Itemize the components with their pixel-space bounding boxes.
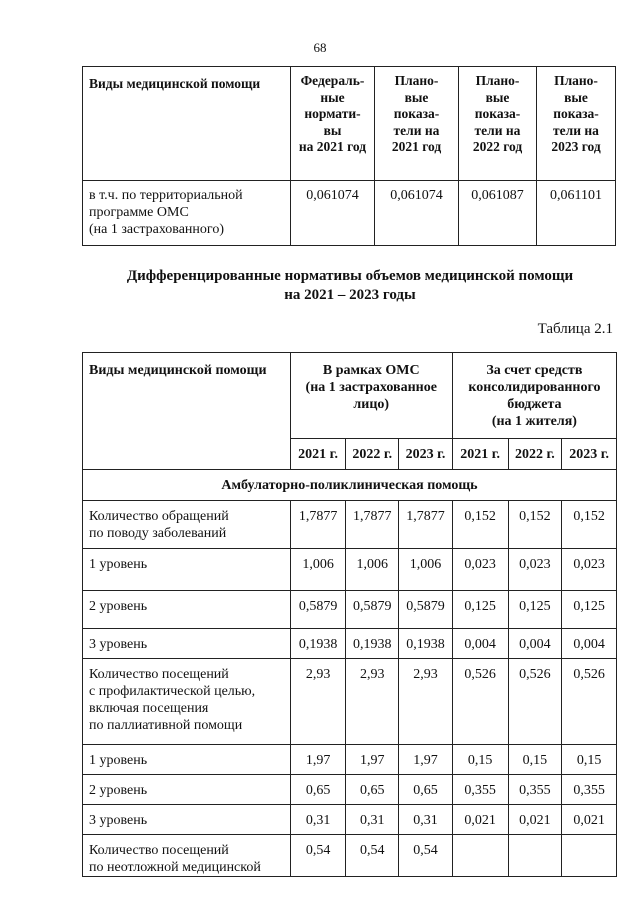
value-cell bbox=[508, 835, 562, 877]
row-label: 3 уровень bbox=[83, 629, 291, 659]
table-row bbox=[83, 181, 616, 246]
table-row bbox=[83, 775, 617, 805]
t1-header-plan-2021: Плано- вые показа- тели на 2021 год bbox=[375, 67, 459, 181]
value-cell: 0,021 bbox=[508, 805, 562, 835]
value-cell: 0,023 bbox=[508, 549, 562, 591]
value-cell: 0,526 bbox=[508, 659, 562, 745]
t1-cell: 0,061074 bbox=[375, 181, 459, 246]
section-title: Дифференцированные нормативы объемов медицинской помощи на 2021 – 2023 годы bbox=[126, 268, 574, 303]
t1-header-type: Виды медицинской помощи bbox=[83, 67, 291, 181]
page-number: 68 bbox=[313, 40, 327, 55]
value-cell: 0,021 bbox=[452, 805, 508, 835]
value-cell: 0,152 bbox=[452, 501, 508, 549]
year-header: 2023 г. bbox=[562, 439, 617, 470]
value-cell: 2,93 bbox=[290, 659, 346, 745]
value-cell: 0,54 bbox=[290, 835, 346, 877]
value-cell: 0,125 bbox=[452, 591, 508, 629]
value-cell: 0,023 bbox=[562, 549, 617, 591]
value-cell: 0,54 bbox=[399, 835, 453, 877]
table-row bbox=[83, 501, 617, 549]
value-cell: 0,15 bbox=[452, 745, 508, 775]
t1-row-label: в т.ч. по территориальной программе ОМС (на 1 застрахованного) bbox=[83, 181, 291, 246]
value-cell: 1,97 bbox=[399, 745, 453, 775]
value-cell: 0,1938 bbox=[346, 629, 399, 659]
year-header: 2023 г. bbox=[399, 439, 453, 470]
value-cell: 0,65 bbox=[290, 775, 346, 805]
value-cell: 0,023 bbox=[452, 549, 508, 591]
value-cell: 1,006 bbox=[346, 549, 399, 591]
t1-header-federal: Федераль- ные нормати- вы на 2021 год bbox=[291, 67, 375, 181]
differentiated-standards-table bbox=[82, 352, 617, 877]
t1-cell: 0,061087 bbox=[459, 181, 537, 246]
table-row bbox=[83, 659, 617, 745]
value-cell: 0,1938 bbox=[399, 629, 453, 659]
value-cell bbox=[452, 835, 508, 877]
t2-header-type: Виды медицинской помощи bbox=[83, 353, 291, 470]
year-header: 2022 г. bbox=[346, 439, 399, 470]
row-label: 1 уровень bbox=[83, 745, 291, 775]
value-cell: 1,97 bbox=[346, 745, 399, 775]
value-cell: 0,5879 bbox=[290, 591, 346, 629]
value-cell: 0,65 bbox=[346, 775, 399, 805]
value-cell: 1,006 bbox=[399, 549, 453, 591]
value-cell: 0,021 bbox=[562, 805, 617, 835]
value-cell: 1,7877 bbox=[399, 501, 453, 549]
table-row bbox=[83, 835, 617, 877]
value-cell: 1,7877 bbox=[290, 501, 346, 549]
row-label: Количество посещений с профилактической целью, включая посещения по паллиативной помощи bbox=[83, 659, 291, 745]
row-label: 2 уровень bbox=[83, 775, 291, 805]
value-cell: 0,355 bbox=[562, 775, 617, 805]
year-header: 2022 г. bbox=[508, 439, 562, 470]
value-cell: 1,7877 bbox=[346, 501, 399, 549]
value-cell: 1,006 bbox=[290, 549, 346, 591]
t1-cell: 0,061101 bbox=[537, 181, 616, 246]
t2-header-oms: В рамках ОМС (на 1 застрахованное лицо) bbox=[290, 353, 452, 439]
table-row bbox=[83, 745, 617, 775]
value-cell: 2,93 bbox=[399, 659, 453, 745]
t1-header-plan-2022: Плано- вые показа- тели на 2022 год bbox=[459, 67, 537, 181]
table-row bbox=[83, 549, 617, 591]
value-cell: 0,004 bbox=[562, 629, 617, 659]
value-cell: 0,526 bbox=[452, 659, 508, 745]
value-cell: 0,31 bbox=[290, 805, 346, 835]
value-cell: 0,1938 bbox=[290, 629, 346, 659]
value-cell: 0,31 bbox=[399, 805, 453, 835]
value-cell: 0,31 bbox=[346, 805, 399, 835]
t2-header-budget: За счет средств консолидированного бюджета (на 1 жителя) bbox=[452, 353, 616, 439]
t1-header-plan-2023: Плано- вые показа- тели на 2023 год bbox=[537, 67, 616, 181]
table-row bbox=[83, 805, 617, 835]
value-cell: 0,5879 bbox=[399, 591, 453, 629]
value-cell: 0,355 bbox=[508, 775, 562, 805]
value-cell: 0,526 bbox=[562, 659, 617, 745]
value-cell: 0,54 bbox=[346, 835, 399, 877]
row-label: Количество посещений по неотложной медицинской bbox=[83, 835, 291, 877]
value-cell: 2,93 bbox=[346, 659, 399, 745]
row-label: 1 уровень bbox=[83, 549, 291, 591]
table-label: Таблица 2.1 bbox=[537, 321, 613, 337]
value-cell: 0,125 bbox=[562, 591, 617, 629]
value-cell: 0,125 bbox=[508, 591, 562, 629]
value-cell: 1,97 bbox=[290, 745, 346, 775]
value-cell: 0,355 bbox=[452, 775, 508, 805]
year-header: 2021 г. bbox=[290, 439, 346, 470]
value-cell: 0,152 bbox=[508, 501, 562, 549]
section-row: Амбулаторно-поликлиническая помощь bbox=[83, 470, 617, 501]
value-cell: 0,152 bbox=[562, 501, 617, 549]
value-cell: 0,15 bbox=[562, 745, 617, 775]
value-cell: 0,65 bbox=[399, 775, 453, 805]
federal-standards-table bbox=[82, 66, 616, 246]
value-cell: 0,004 bbox=[452, 629, 508, 659]
row-label: 3 уровень bbox=[83, 805, 291, 835]
t1-cell: 0,061074 bbox=[291, 181, 375, 246]
table-row bbox=[83, 591, 617, 629]
value-cell: 0,5879 bbox=[346, 591, 399, 629]
value-cell bbox=[562, 835, 617, 877]
row-label: 2 уровень bbox=[83, 591, 291, 629]
value-cell: 0,15 bbox=[508, 745, 562, 775]
year-header: 2021 г. bbox=[452, 439, 508, 470]
row-label: Количество обращений по поводу заболеваний bbox=[83, 501, 291, 549]
table-row bbox=[83, 629, 617, 659]
value-cell: 0,004 bbox=[508, 629, 562, 659]
